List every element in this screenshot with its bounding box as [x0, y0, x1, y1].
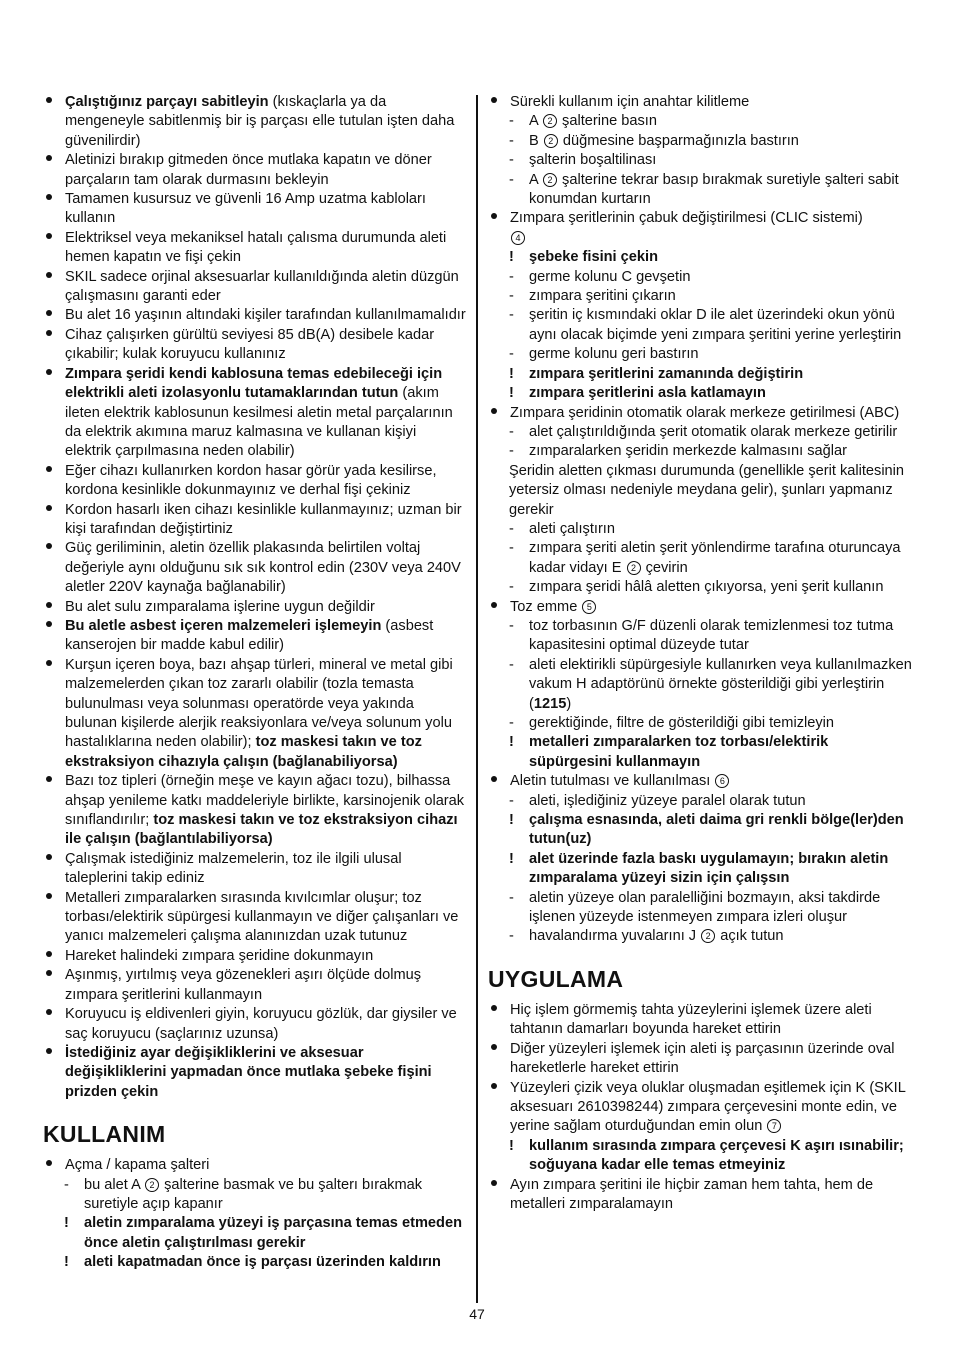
bullet-icon [488, 772, 510, 791]
list-item: Zımpara şeridi kendi kablosuna temas edebileceği için elektrikli aleti izolasyonlu tutamaklarından tutun (akım ileten elektrik kablosunun kesilmesi aletin metal parçalarının da elektrik akımına maruz kalmasına ve kullanan kişiyi elektrik çarpılmasına neden olabilir) [43, 365, 466, 462]
figure-ref-icon: 2 [701, 929, 715, 943]
list-item: Tamamen kusursuz ve güvenli 16 Amp uzatma kabloları kullanın [43, 190, 466, 229]
bullet-icon [43, 947, 65, 966]
list-item: Koruyucu iş eldivenleri giyin, koruyucu gözlük, dar giysiler ve saç koruyucu (saçlarınız uzunsa) [43, 1005, 466, 1044]
list-item: Aşınmış, yırtılmış veya gözenekleri aşırı ölçüde dolmuş zımpara şeritlerini kullanmayın [43, 966, 466, 1005]
bullet-icon [43, 598, 65, 617]
list-item: Bu alet sulu zımparalama işlerine uygun değildir [43, 598, 466, 617]
exclamation-icon: ! [509, 385, 514, 402]
bullet-icon [43, 93, 65, 151]
list-item: Zımpara şeridinin otomatik olarak merkeze getirilmesi (ABC) [488, 404, 913, 423]
list-item: Hiç işlem görmemiş tahta yüzeylerini işlemek üzere aleti tahtanın damarları boyunda hareket ettirin [488, 1001, 913, 1040]
figure-ref-icon: 5 [582, 600, 596, 614]
warning-item: ! şebeke fisini çekin [488, 248, 913, 267]
bullet-icon [488, 598, 510, 617]
list-item: Diğer yüzeyleri işlemek için aleti iş parçasının üzerinde oval hareketlerle hareket ettirin [488, 1040, 913, 1079]
bullet-icon [43, 365, 65, 462]
sub-item: - havalandırma yuvalarını J 2 açık tutun [509, 928, 784, 945]
list-item: Elektriksel veya mekaniksel hatalı çalısma durumunda aleti hemen kapatın ve fişi çekin [43, 229, 466, 268]
sub-item: - A 2 şalterine tekrar basıp bırakmak suretiyle şalteri sabit konumdan kurtarın [509, 171, 899, 208]
warning-item: ! aletin zımparalama yüzeyi iş parçasına temas etmeden önce aletin çalıştırılması gerekir [43, 1214, 466, 1253]
bullet-icon [43, 326, 65, 365]
bullet-icon [488, 1040, 510, 1079]
figure-ref-icon: 2 [543, 173, 557, 187]
figure-ref-icon: 4 [511, 231, 525, 245]
sub-item: - germe kolunu geri bastırın [509, 346, 699, 363]
list-item: Çalışmak istediğiniz malzemelerin, toz ile ilgili ulusal taleplerini takip ediniz [43, 850, 466, 889]
list-item: Aletinizi bırakıp gitmeden önce mutlaka kapatın ve döner parçaların tam olarak durmasını bekleyin [43, 151, 466, 190]
bullet-icon [43, 229, 65, 268]
sub-item: - A 2 şalterine basın [509, 113, 657, 130]
bullet-icon [43, 656, 65, 772]
sub-item: - aleti çalıştırın [509, 520, 615, 537]
warning-item: ! alet üzerinde fazla baskı uygulamayın; bırakın aletin zımparalama yüzeyi sizin için çalışsın [488, 850, 913, 889]
paragraph: Şeridin aletten çıkması durumunda (genellikle şerit kalitesinin yetersiz olması nedeniyle meydana gelir), şunları yapmanız gerekir [509, 462, 905, 518]
bullet-icon [43, 889, 65, 947]
bullet-icon [488, 209, 510, 248]
list-item: Güç geriliminin, aletin özellik plakasında belirtilen voltaj değeriyle aynı olduğunu sık sık kontrol edin (230V veya 240V aletler 220V kaynağa bağlanabilir) [43, 539, 466, 597]
warning-item: ! çalışma esnasında, aleti daima gri renkli bölge(ler)den tutun(uz) [488, 811, 913, 850]
sub-item: - zımpara şeritini çıkarın [509, 288, 676, 305]
figure-ref-icon: 2 [627, 561, 641, 575]
bullet-icon [43, 617, 65, 656]
figure-ref-icon: 2 [544, 134, 558, 148]
figure-ref-icon: 6 [715, 774, 729, 788]
list-item: Hareket halindeki zımpara şeridine dokunmayın [43, 947, 466, 966]
sub-item: - gerektiğinde, filtre de gösterildiği gibi temizleyin [509, 715, 835, 731]
warning-item: ! zımpara şeritlerini asla katlamayın [488, 384, 913, 403]
list-item: İstediğiniz ayar değişikliklerini ve aksesuar değişikliklerini yapmadan önce mutlaka şebeke fişini prizden çekin [43, 1044, 466, 1102]
sub-item: - zımpara şeridi hâlâ aletten çıkıyorsa, yeni şerit kullanın [509, 579, 884, 596]
list-item: Kurşun içeren boya, bazı ahşap türleri, mineral ve metal gibi malzemelerden çıkan toz zararlı olabilir (tozla temasta bulunulması veya solunması operatörde veya yakında bulunan kişilerde alerjik reaksiyonlara ve/veya solunum yolu hastalıklarına neden olabilir); toz maskesi takın ve toz ekstraksiyon cihazıyla çalışın (bağlanabiliyorsa) [43, 656, 466, 772]
sub-item: - zımpara şeriti aletin şerit yönlendirme tarafına oturuncaya kadar vidayı E 2 çevirin [509, 540, 901, 576]
list-item: Yüzeyleri çizik veya oluklar oluşmadan eşitlemek için K (SKIL aksesuarı 2610398244) zımpara çerçevesini monte edin, ve yerine sağlam oturduğundan emin olun 7 [488, 1079, 913, 1137]
page-number: 47 [469, 1306, 485, 1322]
bullet-icon [488, 1176, 510, 1215]
bullet-icon [43, 306, 65, 325]
sub-item: - alet çalıştırıldığında şerit otomatik olarak merkeze getirilir [509, 423, 898, 440]
exclamation-icon: ! [64, 1215, 69, 1232]
section-heading-kullanim: KULLANIM [43, 1121, 166, 1148]
list-item: Aletin tutulması ve kullanılması 6 [488, 772, 913, 791]
list-item: Açma / kapama şalteri [43, 1156, 466, 1175]
sub-item: - aleti elektirikli süpürgesiyle kullanırken veya kullanılmazken vakum H adaptörünü örnekte gösterildiği gibi yerleştirin (1215) [509, 656, 912, 712]
bullet-icon [43, 268, 65, 307]
bullet-icon [43, 1044, 65, 1102]
figure-ref-icon: 7 [767, 1119, 781, 1133]
sub-item: - toz torbasının G/F düzenli olarak temizlenmesi toz tutma kapasitesini optimal düzeyde tutar [509, 617, 894, 654]
list-item: Zımpara şeritlerinin çabuk değiştirilmesi (CLIC sistemi) 4 [488, 209, 913, 248]
left-column [43, 93, 466, 1273]
sub-item: - şeritin iç kısmındaki oklar D ile alet üzerindeki okun yönü aynı olacak biçimde yeni zımpara şeritini yerine yerleştirin [509, 307, 902, 343]
list-item: Çalıştığınız parçayı sabitleyin (kıskaçlarla ya da mengeneyle sabitlenmiş bir iş parçası elle tutulan işten daha güvenilirdir) [43, 93, 466, 151]
warning-item: ! aleti kapatmadan önce iş parçası üzerinden kaldırın [43, 1253, 466, 1272]
list-item: SKIL sadece orjinal aksesuarlar kullanıldığında aletin düzgün çalışmasını garanti eder [43, 268, 466, 307]
sub-item: - B 2 düğmesine başparmağınızla bastırın [509, 132, 799, 149]
exclamation-icon: ! [509, 365, 514, 382]
section-heading-uygulama: UYGULAMA [488, 965, 624, 992]
right-column [488, 93, 913, 1214]
sub-item: - bu alet A 2 şalterine basmak ve bu şalterı bırakmak suretiyle açıp kapanır [64, 1176, 423, 1212]
list-item: Sürekli kullanım için anahtar kilitleme [488, 93, 913, 112]
bullet-icon [43, 539, 65, 597]
sub-item: - germe kolunu C gevşetin [509, 268, 691, 285]
bullet-icon [43, 850, 65, 889]
exclamation-icon: ! [509, 850, 514, 867]
warning-item: ! metalleri zımparalarken toz torbası/elektirik süpürgesini kullanmayın [488, 733, 913, 772]
list-item: Bazı toz tipleri (örneğin meşe ve kayın ağacı tozu), bilhassa ahşap yenileme katkı maddeleriyle birlikte, karsinojenik olarak sınıflandırılır; toz maskesi takın ve toz ekstraksiyon cihazı ile çalışın (bağlantılabiliyorsa) [43, 772, 466, 850]
list-item: Metalleri zımparalarken sırasında kıvılcımlar oluşur; toz torbası/elektirik süpürgesi kullanmayın ve diğer çalışanları ve yanıcı malzemeleri çalışma alanınızdan uzak tutunuz [43, 889, 466, 947]
bullet-icon [43, 462, 65, 501]
sub-item: - aleti, işlediğiniz yüzeye paralel olarak tutun [509, 792, 806, 809]
exclamation-icon: ! [509, 249, 514, 266]
safety-list [43, 93, 466, 1102]
bullet-icon [488, 1001, 510, 1040]
exclamation-icon: ! [64, 1254, 69, 1271]
list-item: Ayın zımpara şeritini ile hiçbir zaman hem tahta, hem de metalleri zımparalamayın [488, 1176, 913, 1215]
warning-item: ! zımpara şeritlerini zamanında değiştirin [488, 365, 913, 384]
exclamation-icon: ! [509, 812, 514, 829]
bullet-icon [488, 93, 510, 112]
bullet-icon [43, 1156, 65, 1175]
list-item: Kordon hasarlı iken cihazı kesinlikle kullanmayınız; uzman bir kişi tarafından değiştirtiniz [43, 501, 466, 540]
exclamation-icon: ! [509, 734, 514, 751]
bullet-icon [488, 1079, 510, 1137]
sub-item: - zımparalarken şeridin merkezde kalmasını sağlar [509, 443, 847, 460]
list-item: Bu alet 16 yaşının altındaki kişiler tarafından kullanılmamalıdır [43, 306, 466, 325]
list-item: Toz emme 5 [488, 598, 913, 617]
bullet-icon [43, 966, 65, 1005]
exclamation-icon: ! [509, 1137, 514, 1154]
bullet-icon [43, 501, 65, 540]
bullet-icon [43, 772, 65, 850]
figure-ref-icon: 2 [145, 1178, 159, 1192]
bullet-icon [43, 1005, 65, 1044]
column-divider [476, 95, 478, 1303]
list-item: Eğer cihazı kullanırken kordon hasar görür yada kesilirse, kordona kesinlikle dokunmayınız ve derhal fişi çekiniz [43, 462, 466, 501]
sub-item: - şalterin boşaltilinası [509, 152, 657, 169]
warning-item: ! kullanım sırasında zımpara çerçevesi K aşırı ısınabilir; soğuyana kadar elle temas etmeyiniz [488, 1137, 913, 1176]
figure-ref-icon: 2 [543, 114, 557, 128]
bullet-icon [43, 190, 65, 229]
list-item: Bu aletle asbest içeren malzemeleri işlemeyin (asbest kanserojen bir madde kabul edilir) [43, 617, 466, 656]
list-item: Cihaz çalışırken gürültü seviyesi 85 dB(A) desibele kadar çıkabilir; kulak koruyucu kullanınız [43, 326, 466, 365]
bullet-icon [488, 404, 510, 423]
sub-item: - aletin yüzeye olan paralelliğini bozmayın, aksi takdirde işlenen yüzeyde istenmeyen zımpara izleri oluşur [509, 889, 881, 926]
bullet-icon [43, 151, 65, 190]
